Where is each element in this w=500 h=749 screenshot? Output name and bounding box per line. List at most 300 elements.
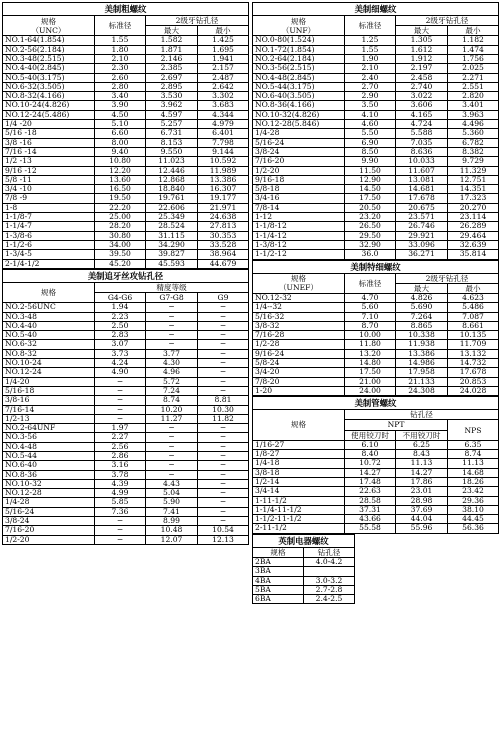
unc-cell-value: 2.80 [95, 82, 146, 91]
unc-cell-spec: NO.2-56(2.184) [3, 45, 95, 54]
unf-cell-spec: 1/2-20 [253, 166, 345, 175]
tap-cell-value: 11.82 [198, 414, 249, 423]
unf-cell-spec: 1-1/4-12 [253, 231, 345, 240]
tap-row [3, 405, 249, 414]
unef-row [253, 321, 499, 330]
unf-cell-value: 4.60 [345, 120, 396, 129]
unef-cell-value: 8.70 [345, 321, 396, 330]
pipe-cell-value: 8.43 [396, 450, 448, 459]
tap-cell-spec: NO.2-64UNF [3, 424, 95, 433]
unc-cell-spec: NO.10-24(4.826) [3, 101, 95, 110]
unc-row [3, 203, 249, 212]
tap-cell-spec: 3/8-16 [3, 396, 95, 405]
unef-cell-value: 21.133 [396, 377, 448, 386]
unc-cell-value: 2.385 [146, 64, 198, 73]
unf-cell-value: 7.035 [396, 138, 448, 147]
unef-cell-spec: 3/4-20 [253, 368, 345, 377]
elec-row [253, 595, 355, 604]
unf-cell-spec: 7/8-14 [253, 203, 345, 212]
unef-cell-value: 21.00 [345, 377, 396, 386]
unef-row [253, 377, 499, 386]
tap-cell-value: 8.99 [146, 517, 198, 526]
unef-cell-value: 24.00 [345, 386, 396, 395]
tap-cell-value: − [198, 489, 249, 498]
tap-row [3, 535, 249, 544]
unf-row [253, 203, 499, 212]
left-column [2, 2, 248, 545]
elec-row [253, 567, 355, 576]
unef-header-spec: 规格 （UNEF） [253, 273, 345, 293]
unc-cell-spec: 1-1/4-7 [3, 222, 95, 231]
unc-cell-value: 34.00 [95, 240, 146, 249]
unc-cell-value: 44.679 [198, 259, 249, 268]
unc-cell-value: 39.50 [95, 250, 146, 259]
pipe-cell-value: 55.96 [396, 524, 448, 533]
unc-cell-value: 1.55 [95, 36, 146, 45]
tap-header-spec: 规格 [3, 282, 95, 302]
unef-cell-value: 10.135 [448, 331, 499, 340]
pipe-row [253, 505, 499, 514]
unf-row [253, 92, 499, 101]
unf-cell-spec: NO.2-64(2.184) [253, 55, 345, 64]
unc-cell-value: 3.40 [95, 92, 146, 101]
unc-row [3, 92, 249, 101]
unf-cell-value: 26.746 [396, 222, 448, 231]
unc-header-max: 最大 [146, 26, 198, 36]
unc-cell-spec: 5/8 -11 [3, 175, 95, 184]
tap-row [3, 517, 249, 526]
unf-cell-value: 29.50 [345, 231, 396, 240]
unf-cell-value: 3.022 [396, 92, 448, 101]
unf-cell-value: 4.496 [448, 120, 499, 129]
pipe-cell-value: 6.10 [345, 440, 396, 449]
unf-cell-value: 17.50 [345, 194, 396, 203]
pipe-cell-value: 14.68 [448, 468, 499, 477]
unf-row [253, 194, 499, 203]
pipe-title: 美制管螺纹 [253, 397, 499, 410]
unf-cell-value: 9.90 [345, 157, 396, 166]
tap-cell-value: − [95, 386, 146, 395]
pipe-cell-value: 29.36 [448, 496, 499, 505]
unc-cell-value: 7.798 [198, 138, 249, 147]
tap-cell-spec: 1/2-13 [3, 414, 95, 423]
unef-cell-value: 24.308 [396, 386, 448, 395]
unc-cell-value: 1.80 [95, 45, 146, 54]
tap-cell-value: − [198, 359, 249, 368]
unc-row [3, 55, 249, 64]
tap-cell-value: 1.97 [95, 424, 146, 433]
tap-row [3, 312, 249, 321]
pipe-cell-spec: 1-1/4-11-1/2 [253, 505, 345, 514]
tap-cell-value: 7.24 [146, 386, 198, 395]
unc-row [3, 259, 249, 268]
elec-cell-spec: 5BA [253, 585, 304, 594]
unc-cell-value: 8.00 [95, 138, 146, 147]
unc-cell-spec: 7/16 -14 [3, 147, 95, 156]
unef-cell-value: 10.338 [396, 331, 448, 340]
tap-cell-value: 8.74 [146, 396, 198, 405]
unef-cell-spec: 1-20 [253, 386, 345, 395]
unf-cell-value: 32.639 [448, 240, 499, 249]
unf-cell-value: 3.606 [396, 101, 448, 110]
unef-cell-spec: NO.12-32 [253, 293, 345, 302]
unc-row [3, 73, 249, 82]
tap-cell-spec: NO.8-32 [3, 349, 95, 358]
tap-header-grade: 精度等级 [95, 282, 249, 292]
elec-row [253, 576, 355, 585]
unef-cell-value: 17.678 [448, 368, 499, 377]
unc-cell-value: 6.731 [146, 129, 198, 138]
unc-cell-value: 2.487 [198, 73, 249, 82]
unc-header-drill: 2级牙钻孔径 [146, 16, 249, 26]
unf-row [253, 240, 499, 249]
unf-cell-value: 2.740 [396, 82, 448, 91]
unf-cell-value: 36.0 [345, 250, 396, 259]
unf-row [253, 147, 499, 156]
pipe-cell-spec: 1/8-27 [253, 450, 345, 459]
tap-row [3, 396, 249, 405]
tap-cell-spec: NO.5-44 [3, 451, 95, 460]
pipe-cell-spec: 1/4-18 [253, 459, 345, 468]
unc-cell-value: 2.697 [146, 73, 198, 82]
tap-cell-value: 10.48 [146, 526, 198, 535]
tap-row [3, 340, 249, 349]
pipe-row [253, 487, 499, 496]
unef-cell-value: 20.853 [448, 377, 499, 386]
unf-cell-value: 5.360 [448, 129, 499, 138]
unc-header-spec: 规格 （UNC） [3, 16, 95, 36]
unef-cell-value: 7.087 [448, 312, 499, 321]
unef-cell-spec: 5/16-32 [253, 312, 345, 321]
pipe-cell-value: 28.58 [345, 496, 396, 505]
unc-cell-value: 30.80 [95, 231, 146, 240]
unc-cell-value: 9.40 [95, 147, 146, 156]
pipe-cell-value: 38.10 [448, 505, 499, 514]
unf-cell-spec: 1/4-28 [253, 129, 345, 138]
unf-cell-value: 2.271 [448, 73, 499, 82]
tap-row [3, 442, 249, 451]
unc-row [3, 175, 249, 184]
unc-cell-value: 1.941 [198, 55, 249, 64]
unc-row [3, 82, 249, 91]
unc-cell-spec: NO.6-32(3.505) [3, 82, 95, 91]
unf-cell-value: 23.114 [448, 213, 499, 222]
tap-cell-value: − [198, 331, 249, 340]
unf-cell-value: 1.756 [448, 55, 499, 64]
unf-cell-value: 20.270 [448, 203, 499, 212]
unc-cell-value: 3.90 [95, 101, 146, 110]
tap-cell-spec: 5/16-18 [3, 386, 95, 395]
unf-row [253, 138, 499, 147]
unc-cell-value: 16.307 [198, 185, 249, 194]
elec-cell-value [304, 567, 355, 576]
unc-cell-value: 39.827 [146, 250, 198, 259]
tap-cell-value: − [146, 312, 198, 321]
unf-cell-value: 1.305 [396, 36, 448, 45]
tap-row [3, 498, 249, 507]
unf-cell-spec: 3/4-16 [253, 194, 345, 203]
pipe-row [253, 440, 499, 449]
unc-cell-spec: 1-3/8-6 [3, 231, 95, 240]
unef-cell-value: 10.00 [345, 331, 396, 340]
tap-cell-value: 2.50 [95, 321, 146, 330]
unc-cell-value: 13.60 [95, 175, 146, 184]
unf-cell-value: 11.50 [345, 166, 396, 175]
tap-row [3, 303, 249, 312]
unef-row [253, 386, 499, 395]
tap-cell-value: 8.81 [198, 396, 249, 405]
unef-cell-value: 11.709 [448, 340, 499, 349]
tap-cell-spec: NO.12-24 [3, 368, 95, 377]
unf-cell-spec: 9/16-18 [253, 175, 345, 184]
unc-title: 美制粗螺纹 [3, 3, 249, 16]
unef-cell-spec: 5/8-24 [253, 359, 345, 368]
unc-cell-value: 34.290 [146, 240, 198, 249]
unc-header-std: 标准径 [95, 16, 146, 36]
tap-row [3, 489, 249, 498]
tap-cell-value: 4.24 [95, 359, 146, 368]
unc-cell-value: 2.895 [146, 82, 198, 91]
tap-cell-value: − [146, 470, 198, 479]
tap-cell-spec: NO.8-36 [3, 470, 95, 479]
unf-cell-value: 2.10 [345, 64, 396, 73]
tap-row [3, 424, 249, 433]
unf-row [253, 213, 499, 222]
unf-cell-value: 8.382 [448, 147, 499, 156]
unf-cell-value: 9.729 [448, 157, 499, 166]
unef-cell-value: 17.958 [396, 368, 448, 377]
unf-header-std: 标准径 [345, 16, 396, 36]
unf-cell-value: 26.289 [448, 222, 499, 231]
unc-row [3, 250, 249, 259]
unf-cell-value: 1.612 [396, 45, 448, 54]
unf-cell-value: 2.551 [448, 82, 499, 91]
tap-cell-value: − [95, 517, 146, 526]
unc-row [3, 101, 249, 110]
tap-cell-value: 3.16 [95, 461, 146, 470]
tap-cell-value: 2.23 [95, 312, 146, 321]
unef-cell-value: 11.938 [396, 340, 448, 349]
tap-cell-value: − [146, 340, 198, 349]
pipe-cell-value: 44.45 [448, 515, 499, 524]
unc-cell-value: 3.683 [198, 101, 249, 110]
unf-row [253, 64, 499, 73]
unc-cell-value: 31.115 [146, 231, 198, 240]
pipe-cell-value: 17.86 [396, 478, 448, 487]
tap-row [3, 377, 249, 386]
pipe-cell-value: 18.26 [448, 478, 499, 487]
unef-row [253, 331, 499, 340]
tap-cell-value: − [146, 433, 198, 442]
elec-cell-value: 2.4-2.5 [304, 595, 355, 604]
unef-cell-value: 4.70 [345, 293, 396, 302]
tap-cell-value: − [198, 368, 249, 377]
unf-cell-value: 12.90 [345, 175, 396, 184]
unf-cell-spec: 1-1/8-12 [253, 222, 345, 231]
pipe-header-nps: NPS [448, 420, 499, 440]
unf-cell-value: 1.912 [396, 55, 448, 64]
tap-cell-spec: NO.4-40 [3, 321, 95, 330]
tap-cell-value: − [146, 451, 198, 460]
tap-cell-spec: 3/8-24 [3, 517, 95, 526]
unef-cell-spec: 7/8-20 [253, 377, 345, 386]
unc-cell-spec: NO.3-48(2.515) [3, 55, 95, 64]
tap-cell-spec: 1/4-20 [3, 377, 95, 386]
unf-cell-spec: 5/16-24 [253, 138, 345, 147]
unf-cell-spec: NO.0-80(1.524) [253, 36, 345, 45]
tap-cell-value: 3.78 [95, 470, 146, 479]
tap-cell-value: − [198, 433, 249, 442]
tap-cell-value: − [198, 442, 249, 451]
unef-header-min: 最小 [448, 283, 499, 293]
unef-cell-value: 13.20 [345, 349, 396, 358]
unc-cell-value: 8.153 [146, 138, 198, 147]
tap-cell-value: 10.20 [146, 405, 198, 414]
unf-cell-spec: 7/16-20 [253, 157, 345, 166]
unef-cell-value: 4.623 [448, 293, 499, 302]
pipe-cell-value: 23.01 [396, 487, 448, 496]
pipe-cell-value: 6.25 [396, 440, 448, 449]
unef-cell-value: 5.60 [345, 303, 396, 312]
tap-cell-value: 12.13 [198, 535, 249, 544]
tap-row [3, 359, 249, 368]
unc-table [2, 2, 249, 269]
unf-cell-spec: NO.6-40(3.505) [253, 92, 345, 101]
unc-row [3, 222, 249, 231]
tap-cell-value: 11.27 [146, 414, 198, 423]
unc-cell-value: 18.840 [146, 185, 198, 194]
pipe-cell-value: 11.13 [448, 459, 499, 468]
unf-cell-value: 6.782 [448, 138, 499, 147]
unf-row [253, 101, 499, 110]
unef-cell-value: 14.732 [448, 359, 499, 368]
unf-cell-value: 26.50 [345, 222, 396, 231]
unc-cell-value: 5.10 [95, 120, 146, 129]
tap-cell-spec: 5/16-24 [3, 507, 95, 516]
tap-cell-spec: NO.2-56UNC [3, 303, 95, 312]
unc-cell-value: 4.979 [198, 120, 249, 129]
tap-cell-spec: NO.6-32 [3, 340, 95, 349]
unc-cell-value: 38.964 [198, 250, 249, 259]
tap-cell-value: − [198, 451, 249, 460]
unef-cell-value: 8.865 [396, 321, 448, 330]
unf-cell-value: 3.50 [345, 101, 396, 110]
unf-cell-value: 5.50 [345, 129, 396, 138]
pipe-cell-value: 23.42 [448, 487, 499, 496]
tap-cell-spec: 1/4-28 [3, 498, 95, 507]
unef-cell-spec: 9/16-24 [253, 349, 345, 358]
unf-row [253, 222, 499, 231]
tap-cell-value: − [146, 424, 198, 433]
unc-cell-spec: NO.12-24(5.486) [3, 110, 95, 119]
unf-cell-spec: 5/8-18 [253, 185, 345, 194]
tap-cell-spec: NO.4-48 [3, 442, 95, 451]
unc-row [3, 129, 249, 138]
unc-cell-value: 10.592 [198, 157, 249, 166]
tap-cell-value: 4.99 [95, 489, 146, 498]
tap-cell-value: 3.07 [95, 340, 146, 349]
unf-row [253, 185, 499, 194]
unc-cell-value: 6.401 [198, 129, 249, 138]
unf-cell-spec: 1-3/8-12 [253, 240, 345, 249]
tap-header-g9: G9 [198, 293, 249, 303]
unf-cell-value: 29.464 [448, 231, 499, 240]
elec-cell-value: 2.7-2.8 [304, 585, 355, 594]
unc-row [3, 157, 249, 166]
unf-cell-value: 20.675 [396, 203, 448, 212]
tap-cell-value: 10.54 [198, 526, 249, 535]
tap-cell-value: − [198, 312, 249, 321]
unf-table [252, 2, 499, 260]
elec-cell-spec: 4BA [253, 576, 304, 585]
tap-cell-spec: NO.5-40 [3, 331, 95, 340]
unc-row [3, 185, 249, 194]
tap-cell-value: 3.77 [146, 349, 198, 358]
tap-row [3, 461, 249, 470]
unc-row [3, 213, 249, 222]
unef-row [253, 349, 499, 358]
tap-row [3, 451, 249, 460]
tap-cell-value: − [198, 507, 249, 516]
unc-header-min: 最小 [198, 26, 249, 36]
unc-cell-value: 19.177 [198, 194, 249, 203]
pipe-cell-value: 37.31 [345, 505, 396, 514]
unf-cell-spec: NO.3-56(2.515) [253, 64, 345, 73]
pipe-row [253, 496, 499, 505]
tap-cell-value: − [198, 498, 249, 507]
unc-cell-value: 4.597 [146, 110, 198, 119]
unf-cell-value: 1.474 [448, 45, 499, 54]
unc-cell-value: 11.023 [146, 157, 198, 166]
elec-cell-spec: 2BA [253, 557, 304, 566]
unc-cell-spec: 1/2 -13 [3, 157, 95, 166]
tap-cell-value: − [198, 517, 249, 526]
unc-cell-value: 19.50 [95, 194, 146, 203]
unf-cell-value: 11.607 [396, 166, 448, 175]
tap-cell-value: 12.07 [146, 535, 198, 544]
unc-cell-value: 1.582 [146, 36, 198, 45]
unf-row [253, 231, 499, 240]
unef-cell-value: 4.826 [396, 293, 448, 302]
tap-cell-value: − [95, 405, 146, 414]
unef-row [253, 312, 499, 321]
unc-row [3, 120, 249, 129]
pipe-cell-spec: 3/8-18 [253, 468, 345, 477]
unc-cell-value: 2.146 [146, 55, 198, 64]
unc-cell-spec: 3/8 -16 [3, 138, 95, 147]
unc-cell-value: 2.642 [198, 82, 249, 91]
unef-cell-spec: 1/4--32 [253, 303, 345, 312]
pipe-cell-value: 11.13 [396, 459, 448, 468]
unf-row [253, 120, 499, 129]
unc-cell-spec: 1/4 -20 [3, 120, 95, 129]
unf-cell-spec: NO.1-72(1.854) [253, 45, 345, 54]
pipe-header-drill: 钻孔径 [345, 410, 499, 420]
unf-cell-value: 8.50 [345, 147, 396, 156]
elec-cell-value: 4.0-4.2 [304, 557, 355, 566]
elec-header-spec: 规格 [253, 547, 304, 557]
tap-row [3, 414, 249, 423]
tap-cell-value: − [95, 377, 146, 386]
tap-cell-value: 1.94 [95, 303, 146, 312]
unef-cell-spec: 1/2-28 [253, 340, 345, 349]
tap-cell-spec: 1/2-20 [3, 535, 95, 544]
right-column [252, 2, 498, 604]
tap-cell-spec: NO.3-48 [3, 312, 95, 321]
unc-row [3, 147, 249, 156]
unc-cell-value: 19.761 [146, 194, 198, 203]
unc-cell-value: 33.528 [198, 240, 249, 249]
